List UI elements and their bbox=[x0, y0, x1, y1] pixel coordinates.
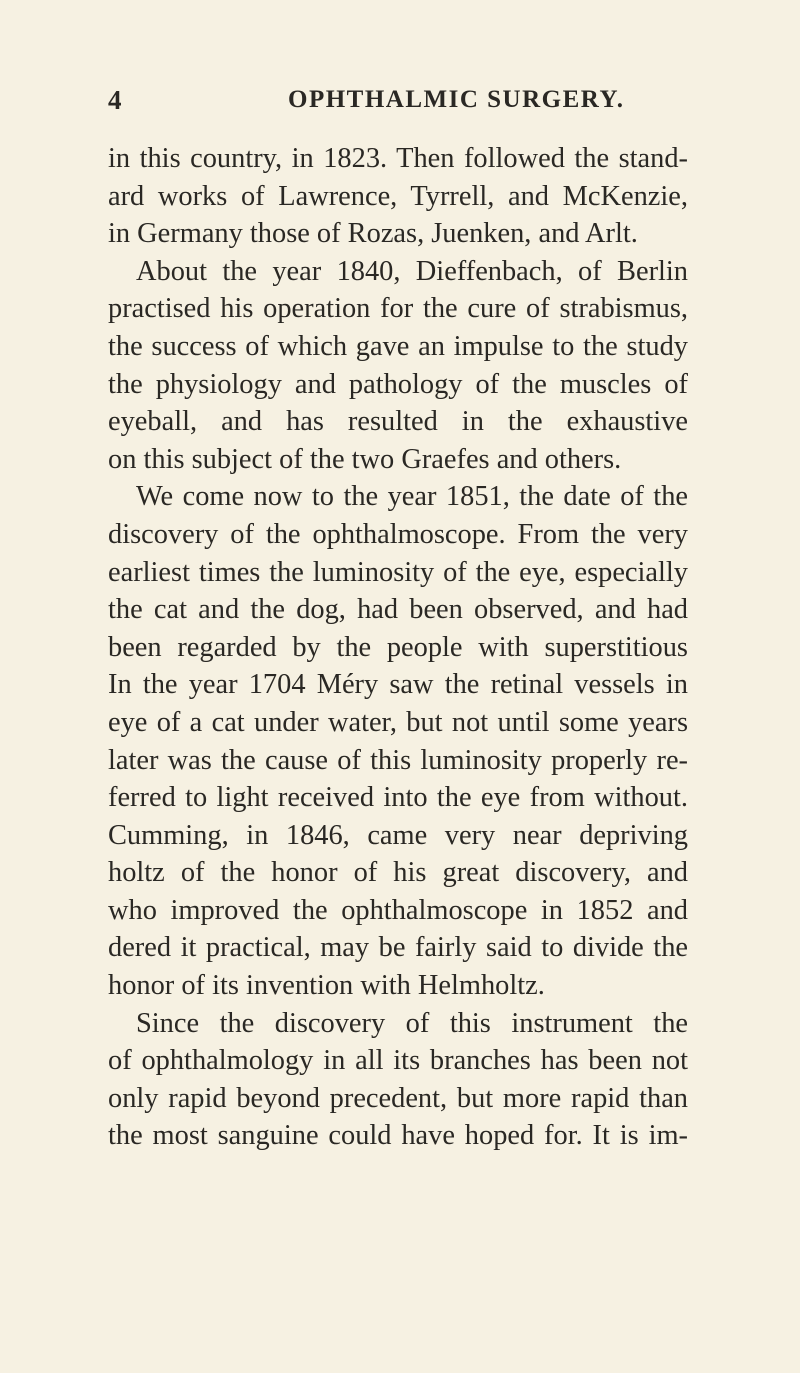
text-line: earliest times the luminosity of the eye, especially bbox=[108, 556, 688, 588]
text-line: In the year 1704 Méry saw the retinal vessels in bbox=[108, 669, 688, 701]
text-line: the success of which gave an impulse to the study bbox=[108, 330, 688, 362]
text-line: honor of its invention with Helmholtz. bbox=[108, 970, 545, 1002]
text-line: in this country, in 1823. Then followed the stand- bbox=[108, 143, 688, 174]
text-line: eyeball, and has resulted in the exhaustive bbox=[108, 406, 688, 438]
page-number: 4 bbox=[108, 85, 122, 115]
text-line: ard works of Lawrence, Tyrrell, and McKenzie, bbox=[108, 180, 688, 212]
text-line: the cat and the dog, had been observed, and had bbox=[108, 594, 688, 626]
text-line: later was the cause of this luminosity properly re- bbox=[108, 744, 688, 776]
text-line: ferred to light received into the eye from without. bbox=[108, 782, 688, 814]
text-line: About the year 1840, Dieffenbach, of Berlin bbox=[136, 255, 688, 287]
text-line: We come now to the year 1851, the date of the bbox=[136, 481, 688, 513]
text-line: on this subject of the two Graefes and others. bbox=[108, 443, 622, 475]
text-line: been regarded by the people with superstitious bbox=[108, 631, 688, 663]
running-title: OPHTHALMIC SURGERY. bbox=[288, 86, 625, 113]
text-line: Cumming, in 1846, came very near depriving bbox=[108, 819, 688, 851]
text-line: the physiology and pathology of the muscles of bbox=[108, 368, 688, 400]
body-text bbox=[108, 140, 688, 1155]
page-header bbox=[108, 80, 668, 120]
text-line: holtz of the honor of his great discovery, and bbox=[108, 857, 688, 889]
text-line: eye of a cat under water, but not until some years bbox=[108, 706, 688, 738]
text-line: in Germany those of Rozas, Juenken, and Arlt. bbox=[108, 218, 638, 250]
text-line: only rapid beyond precedent, but more rapid than bbox=[108, 1082, 688, 1114]
text-line: Since the discovery of this instrument the bbox=[136, 1007, 688, 1039]
text-line: the most sanguine could have hoped for. It is im- bbox=[108, 1120, 688, 1152]
text-line: dered it practical, may be fairly said to divide the bbox=[108, 932, 688, 964]
text-line: who improved the ophthalmoscope in 1852 and bbox=[108, 894, 688, 926]
text-line: practised his operation for the cure of strabismus, bbox=[108, 293, 688, 325]
text-line: discovery of the ophthalmoscope. From the very bbox=[108, 518, 688, 550]
text-line: of ophthalmology in all its branches has been not bbox=[108, 1045, 688, 1077]
